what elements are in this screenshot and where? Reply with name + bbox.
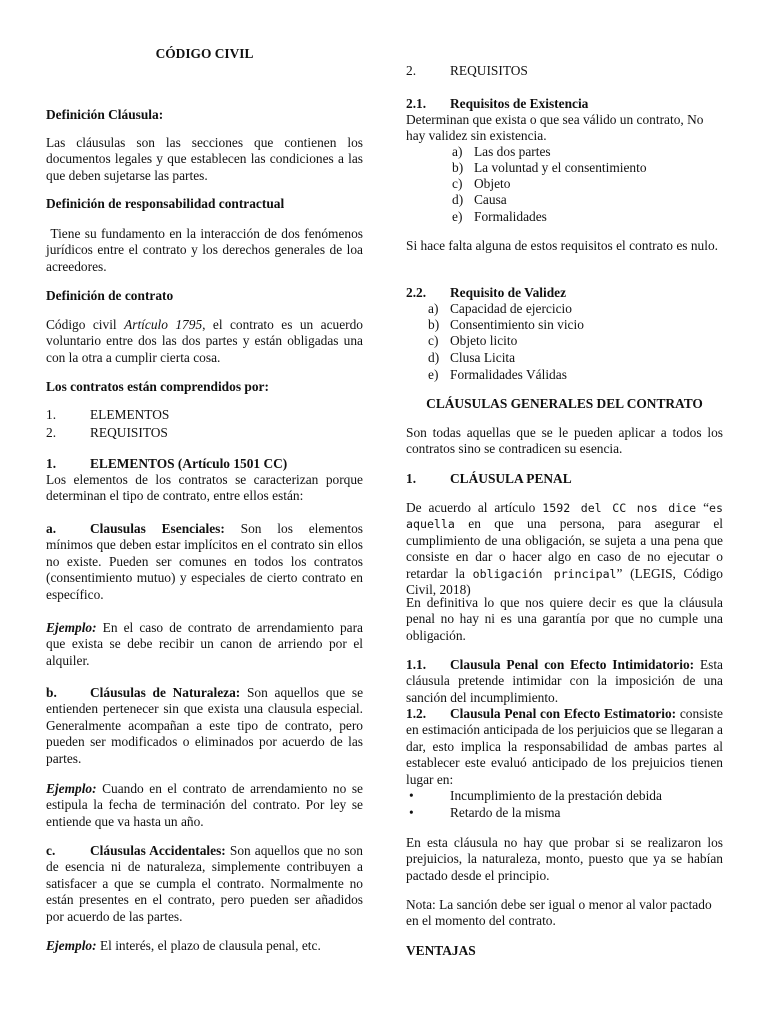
section-title: CLÁUSULA PENAL — [450, 471, 572, 486]
item-letter: b) — [452, 160, 464, 175]
section-title: ELEMENTOS (Artículo 1501 CC) — [90, 456, 288, 471]
document-title: CÓDIGO CIVIL — [155, 46, 254, 61]
item-label: Causa — [474, 192, 507, 207]
item-number: 1. — [46, 407, 57, 422]
comprendidos-item-1 — [46, 407, 363, 423]
penal-heading — [406, 471, 723, 487]
estimatorio-bullet-1 — [406, 788, 723, 804]
existencia-item-b — [452, 160, 732, 176]
validez-item-d — [428, 350, 728, 366]
existencia-item-e — [452, 209, 732, 225]
bullet-label: Incumplimiento de la prestación debida — [450, 788, 662, 803]
def-contrato-text-a: Código civil — [46, 317, 125, 332]
estimatorio-bullet-2 — [406, 805, 723, 821]
item-letter: a) — [452, 144, 463, 159]
accidentales-example — [46, 938, 363, 954]
item-letter: e) — [428, 367, 439, 382]
def-contrato-text-b: , el contrato es un acuerdo voluntario entre dos las dos partes y están obligadas una con la otra a cumplir cierta cosa. — [46, 317, 363, 365]
item-label: Clusa Licita — [450, 350, 516, 365]
elementos-text: Los elementos de los contratos se caracterizan porque determinan el tipo de contrato, entre ellos están: — [46, 472, 363, 504]
bullet-dot: • — [409, 788, 414, 803]
validez-heading — [406, 285, 723, 301]
esenciales-paragraph — [46, 521, 363, 603]
validez-item-b — [428, 317, 728, 333]
section-number: 1.1. — [406, 657, 427, 672]
example-label: Ejemplo: — [46, 938, 97, 953]
esenciales-example — [46, 620, 363, 669]
accidentales-paragraph — [46, 843, 363, 925]
text-run-mono: es aquella — [406, 501, 723, 532]
section-number: 1. — [406, 471, 417, 486]
ventajas-heading: VENTAJAS — [406, 943, 476, 958]
item-label: Objeto — [474, 176, 511, 191]
clause-text: Son los elementos mínimos que deben estar implícitos en el contrato sin ellos no existe. Pueden ser comunes en todos los contratos (consentimiento mutuo) y especiales de cierto contrato en específico. — [46, 521, 363, 602]
example-text: Cuando en el contrato de arrendamiento no se estipula la fecha de terminación del contrato. Por ley se entiende que va hasta un año. — [46, 781, 363, 829]
clause-letter: c. — [46, 843, 56, 858]
validez-item-e — [428, 367, 728, 383]
item-label: Consentimiento sin vicio — [450, 317, 584, 332]
clause-heading: Clausulas Esenciales: — [90, 521, 225, 536]
validez-item-c — [428, 333, 728, 349]
item-letter: c) — [452, 176, 463, 191]
text-run: ” (LEGIS, Código Civil, 2018) — [406, 565, 723, 598]
validez-item-a — [428, 301, 728, 317]
example-label: Ejemplo: — [46, 620, 97, 635]
generales-text: Son todas aquellas que se le pueden aplicar a todos los contratos sino se contradicen su esencia. — [406, 425, 723, 457]
bullet-dot: • — [409, 805, 414, 820]
existencia-heading — [406, 96, 723, 112]
existencia-item-d — [452, 192, 732, 208]
text-run: “ — [696, 500, 710, 515]
naturaleza-paragraph — [46, 685, 363, 767]
section-title: Clausula Penal con Efecto Intimidatorio: — [450, 657, 695, 672]
item-letter: d) — [452, 192, 464, 207]
item-label: La voluntad y el consentimiento — [474, 160, 647, 175]
intimidatorio-paragraph — [406, 657, 723, 706]
penal-paragraph-2: En definitiva lo que nos quiere decir es que la cláusula penal no hay ni es una garantía por que no cumple una obligación. — [406, 595, 723, 643]
def-contrato-text — [46, 317, 363, 366]
clause-text: Son aquellos que se entienden pertenecer sin que exista una clausula especial. Generalmente acompañan a este tipo de contrato, pero pueden ser modificados o eliminados por acuerdo de las partes. — [46, 685, 364, 766]
item-label: Objeto licito — [450, 333, 518, 348]
existencia-note: Si hace falta alguna de estos requisitos el contrato es nulo. — [406, 238, 718, 253]
item-letter: a) — [428, 301, 439, 316]
section-number: 2.1. — [406, 96, 427, 111]
comprendidos-heading: Los contratos están comprendidos por: — [46, 379, 269, 394]
clause-heading: Cláusulas Accidentales: — [90, 843, 226, 858]
item-label: Formalidades Válidas — [450, 367, 567, 382]
example-label: Ejemplo: — [46, 781, 97, 796]
item-label: Las dos partes — [474, 144, 551, 159]
section-number: 1.2. — [406, 706, 427, 721]
clause-letter: b. — [46, 685, 57, 700]
bullet-label: Retardo de la misma — [450, 805, 561, 820]
def-responsabilidad-heading: Definición de responsabilidad contractual — [46, 196, 285, 211]
prejuicios-paragraph: En esta cláusula no hay que probar si se realizaron los prejuicios, la naturaleza, monto, puesto que ya se habían pactado desde el principio. — [406, 835, 723, 883]
text-run: De acuerdo al artículo — [406, 500, 543, 515]
item-letter: c) — [428, 333, 439, 348]
section-title: Requisito de Validez — [450, 285, 567, 300]
item-label: Formalidades — [474, 209, 547, 224]
section-text: Esta cláusula pretende intimidar con la imposición de una sanción del incumplimiento. — [406, 657, 723, 705]
section-number: 2.2. — [406, 285, 427, 300]
text-run: en que una persona, para asegurar el cumplimiento de una obligación, se sujeta a una pena que consiste en dar o hacer algo en caso de no ejecutar o retardar la — [406, 516, 723, 581]
clause-heading: Cláusulas de Naturaleza: — [90, 685, 241, 700]
item-letter: e) — [452, 209, 463, 224]
clause-letter: a. — [46, 521, 57, 536]
def-contrato-article: Artículo 1795 — [124, 317, 203, 332]
item-label: ELEMENTOS — [90, 407, 170, 422]
item-letter: b) — [428, 317, 440, 332]
example-text: El interés, el plazo de clausula penal, etc. — [96, 938, 321, 953]
section-text: consiste en estimación anticipada de los perjuicios que se llegaran a dar, esto implica la responsabilidad de ambas partes al establecer este evaluó anticipado de los prejuicios tienen lugar en: — [406, 706, 723, 787]
existencia-item-c — [452, 176, 732, 192]
text-run-mono: obligación principal — [472, 566, 617, 581]
clause-text: Son aquellos que no son de esencia ni de naturaleza, simplemente contribuyen a satisfacer a que se cumpla el contrato. Normalmente no están presentes en el contrato, pero pueden ser añadidos por acuerdo de las partes. — [46, 843, 364, 924]
elementos-heading — [46, 456, 363, 472]
item-letter: d) — [428, 350, 440, 365]
text-run-mono: 1592 del CC nos dice — [542, 501, 697, 515]
section-number: 2. — [406, 63, 417, 78]
def-clausula-heading: Definición Cláusula: — [46, 107, 164, 122]
section-number: 1. — [46, 456, 57, 471]
item-label: REQUISITOS — [90, 425, 168, 440]
section-title: REQUISITOS — [450, 63, 528, 78]
generales-heading: CLÁUSULAS GENERALES DEL CONTRATO — [426, 396, 703, 411]
def-responsabilidad-text: Tiene su fundamento en la interacción de dos fenómenos jurídicos entre el contrato y los derechos generales de loa acreedores. — [46, 226, 367, 274]
penal-paragraph-1 — [406, 500, 723, 598]
item-number: 2. — [46, 425, 57, 440]
example-text: En el caso de contrato de arrendamiento para que exista se debe recibir un canon de arriendo por el alquiler. — [46, 620, 363, 668]
existencia-text: Determinan que exista o que sea válido un contrato, No hay validez sin existencia. — [406, 112, 704, 144]
naturaleza-example — [46, 781, 363, 830]
requisitos-heading — [406, 63, 723, 79]
nota-paragraph: Nota: La sanción debe ser igual o menor al valor pactado en el momento del contrato. — [406, 897, 712, 929]
existencia-item-a — [452, 144, 732, 160]
estimatorio-paragraph — [406, 706, 723, 788]
section-title: Clausula Penal con Efecto Estimatorio: — [450, 706, 677, 721]
item-label: Capacidad de ejercicio — [450, 301, 572, 316]
def-clausula-text: Las cláusulas son las secciones que contienen los documentos legales y que establecen las condiciones a las que deben sujetarse las partes. — [46, 135, 363, 183]
def-contrato-heading: Definición de contrato — [46, 288, 174, 303]
section-title: Requisitos de Existencia — [450, 96, 589, 111]
comprendidos-item-2 — [46, 425, 363, 441]
